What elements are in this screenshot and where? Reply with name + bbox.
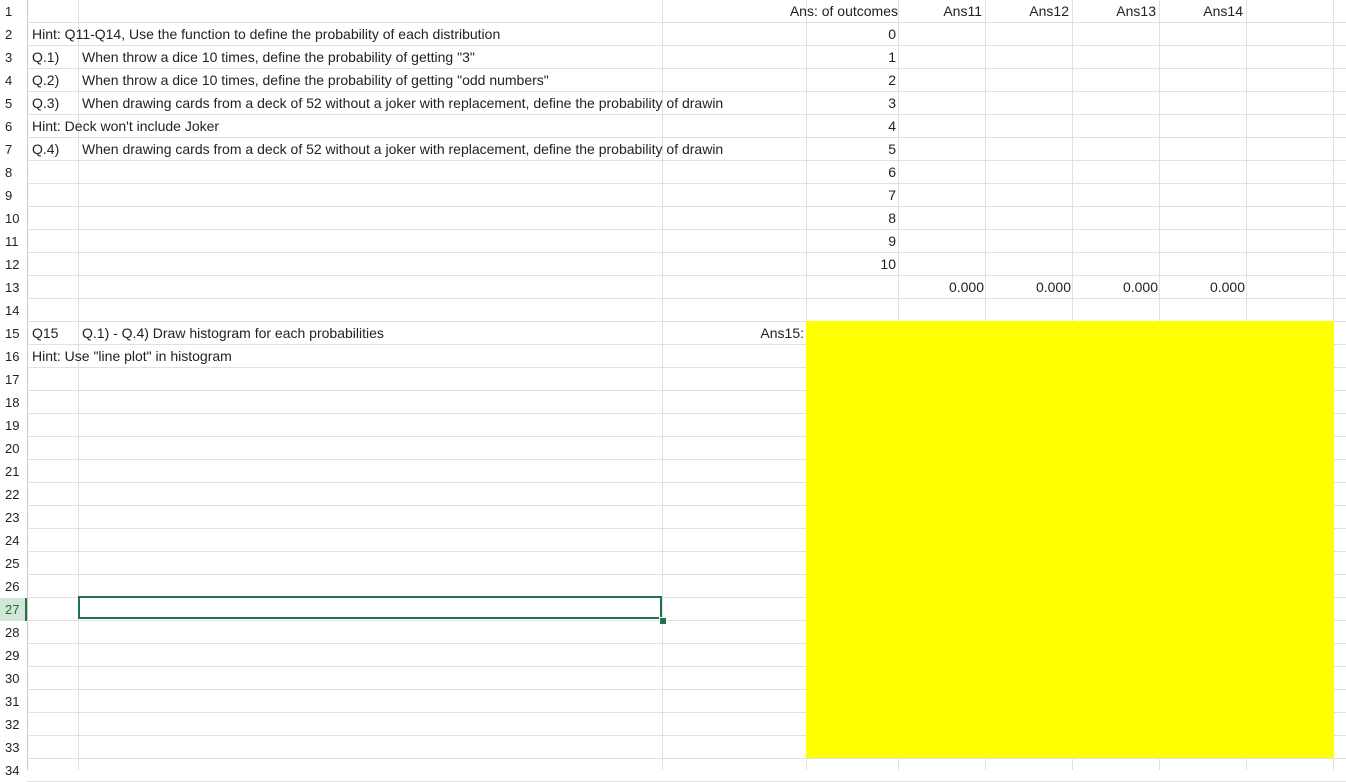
row-header-25[interactable]: 25 <box>0 552 27 575</box>
row-header-17[interactable]: 17 <box>0 368 27 391</box>
cell-outcome[interactable]: 10 <box>880 256 896 272</box>
cell-outcome[interactable]: 1 <box>888 49 896 65</box>
row-header-13[interactable]: 13 <box>0 276 27 299</box>
cell-outcomes-header[interactable]: Ans: of outcomes <box>789 3 898 19</box>
row-header-9[interactable]: 9 <box>0 184 27 207</box>
row-header-27[interactable]: 27 <box>0 598 27 621</box>
row-header-edge <box>27 0 28 770</box>
row-header-5[interactable]: 5 <box>0 92 27 115</box>
cell-ans12-header[interactable]: Ans12 <box>1029 3 1069 19</box>
row-header-11[interactable]: 11 <box>0 230 27 253</box>
fill-handle[interactable] <box>659 617 667 625</box>
row-header-33[interactable]: 33 <box>0 736 27 759</box>
cell-outcome[interactable]: 2 <box>888 72 896 88</box>
cell-ans13-header[interactable]: Ans13 <box>1116 3 1156 19</box>
cell-outcome[interactable]: 0 <box>888 26 896 42</box>
cell-ans11-total[interactable]: 0.000 <box>948 279 984 295</box>
cell-hint-q11-q14[interactable]: Hint: Q11-Q14, Use the function to define the probability of each distribution <box>32 26 501 42</box>
row-header-34[interactable]: 34 <box>0 759 27 782</box>
row-header-29[interactable]: 29 <box>0 644 27 667</box>
cell-ans14-total[interactable]: 0.000 <box>1209 279 1245 295</box>
row-header-22[interactable]: 22 <box>0 483 27 506</box>
row-header-16[interactable]: 16 <box>0 345 27 368</box>
row-header-28[interactable]: 28 <box>0 621 27 644</box>
cell-ans11-header[interactable]: Ans11 <box>943 3 982 19</box>
row-header-10[interactable]: 10 <box>0 207 27 230</box>
cell-q3-text[interactable]: When drawing cards from a deck of 52 without a joker with replacement, define the probability of drawin <box>82 95 724 111</box>
row-header-19[interactable]: 19 <box>0 414 27 437</box>
row-header-6[interactable]: 6 <box>0 115 27 138</box>
cell-ans13-total[interactable]: 0.000 <box>1122 279 1158 295</box>
row-header-20[interactable]: 20 <box>0 437 27 460</box>
cell-outcome[interactable]: 5 <box>888 141 896 157</box>
cell-outcome[interactable]: 3 <box>888 95 896 111</box>
cell-q4-text[interactable]: When drawing cards from a deck of 52 without a joker with replacement, define the probability of drawin <box>82 141 724 157</box>
row-header-26[interactable]: 26 <box>0 575 27 598</box>
cell-q4-label[interactable]: Q.4) <box>32 141 60 157</box>
row-header-31[interactable]: 31 <box>0 690 27 713</box>
row-header-21[interactable]: 21 <box>0 460 27 483</box>
row-header-30[interactable]: 30 <box>0 667 27 690</box>
cell-outcome[interactable]: 7 <box>888 187 896 203</box>
cell-q15-text[interactable]: Q.1) - Q.4) Draw histogram for each probabilities <box>82 325 384 341</box>
cell-hint-joker[interactable]: Hint: Deck won't include Joker <box>32 118 220 134</box>
cell-q2-text[interactable]: When throw a dice 10 times, define the probability of getting "odd numbers" <box>82 72 549 88</box>
row-header-7[interactable]: 7 <box>0 138 27 161</box>
cell-outcome[interactable]: 8 <box>888 210 896 226</box>
cell-ans15-label[interactable]: Ans15: <box>760 325 804 341</box>
row-divider <box>0 252 1346 253</box>
row-header-1[interactable]: 1 <box>0 0 27 23</box>
row-header-18[interactable]: 18 <box>0 391 27 414</box>
cell-outcome[interactable]: 4 <box>888 118 896 134</box>
selected-cell[interactable] <box>78 596 662 619</box>
row-divider <box>0 758 1346 759</box>
row-header-3[interactable]: 3 <box>0 46 27 69</box>
cell-q3-label[interactable]: Q.3) <box>32 95 60 111</box>
cell-outcome[interactable]: 9 <box>888 233 896 249</box>
row-header-14[interactable]: 14 <box>0 299 27 322</box>
row-divider <box>0 206 1346 207</box>
column-divider <box>662 0 663 770</box>
cell-outcome[interactable]: 6 <box>888 164 896 180</box>
row-header-32[interactable]: 32 <box>0 713 27 736</box>
row-header-4[interactable]: 4 <box>0 69 27 92</box>
cell-ans14-header[interactable]: Ans14 <box>1203 3 1243 19</box>
ans15-answer-area[interactable] <box>806 321 1334 758</box>
cell-ans12-total[interactable]: 0.000 <box>1035 279 1071 295</box>
row-header-23[interactable]: 23 <box>0 506 27 529</box>
row-header-15[interactable]: 15 <box>0 322 27 345</box>
cell-q15-label[interactable]: Q15 <box>32 325 59 341</box>
row-header-8[interactable]: 8 <box>0 161 27 184</box>
cell-q1-text[interactable]: When throw a dice 10 times, define the probability of getting "3" <box>82 49 475 65</box>
row-header-2[interactable]: 2 <box>0 23 27 46</box>
cell-q1-label[interactable]: Q.1) <box>32 49 60 65</box>
cell-hint-line-plot[interactable]: Hint: Use "line plot" in histogram <box>32 348 232 364</box>
row-divider <box>0 229 1346 230</box>
row-header-12[interactable]: 12 <box>0 253 27 276</box>
cell-q2-label[interactable]: Q.2) <box>32 72 60 88</box>
row-divider <box>0 183 1346 184</box>
row-header-24[interactable]: 24 <box>0 529 27 552</box>
